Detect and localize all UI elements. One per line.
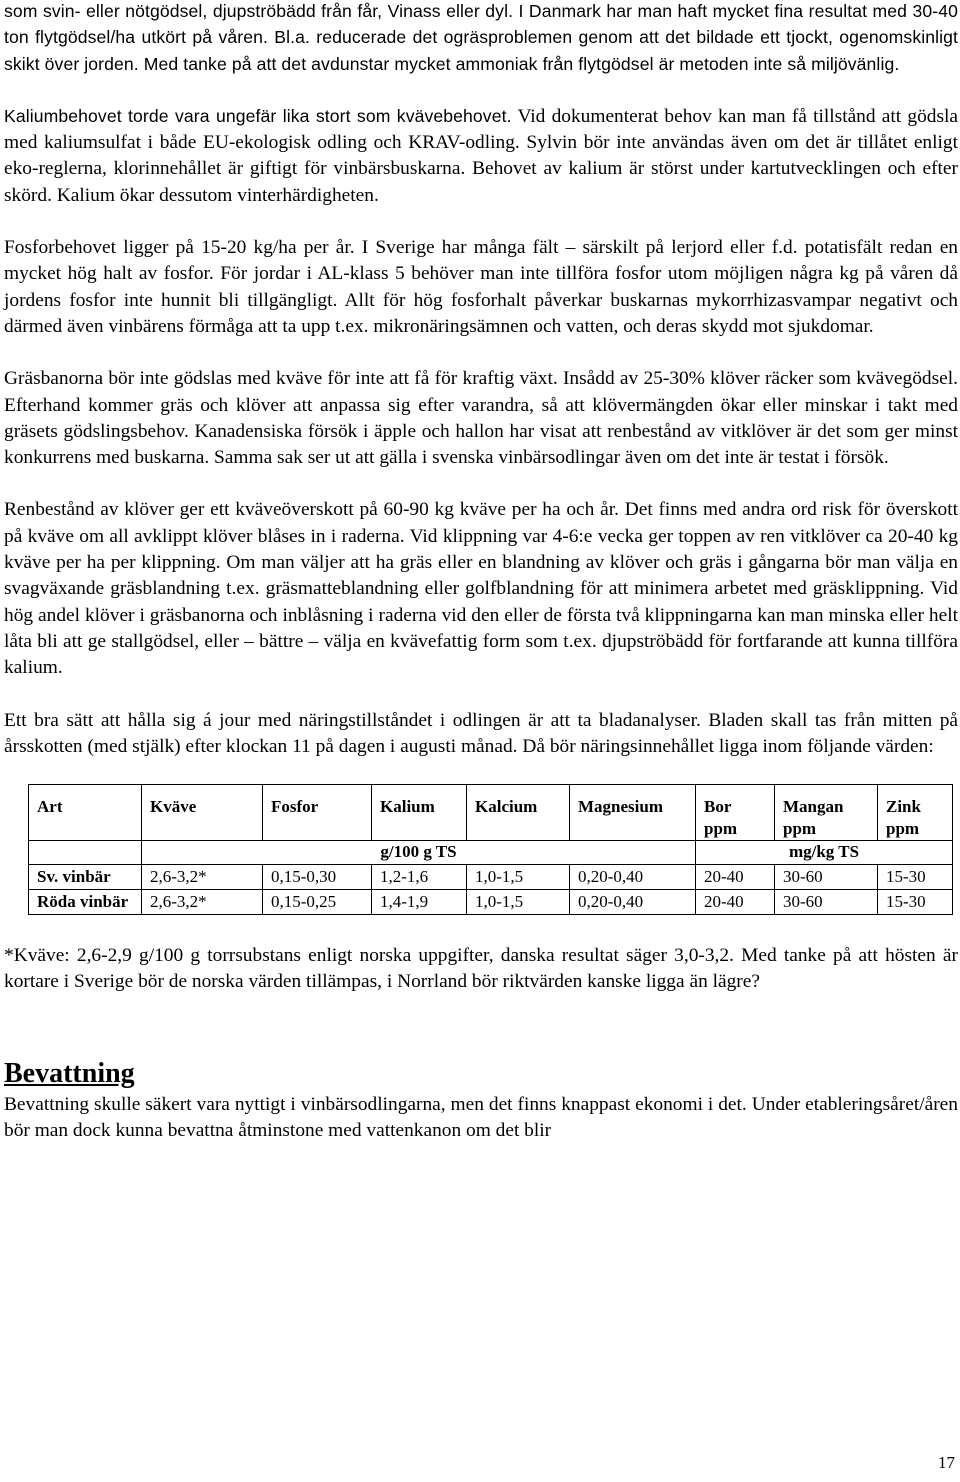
header-zink-label: Zink — [886, 797, 921, 817]
potassium-lead-sentence: Kaliumbehovet torde vara ungefär lika stort som kvävebehovet. — [4, 105, 512, 126]
cell-bor: 20-40 — [696, 865, 775, 890]
header-zink — [878, 785, 953, 841]
paragraph-clover: Renbestånd av klöver ger ett kväveöverskott på 60-90 kg kväve per ha och år. Det finns med andra ord risk för överskott på kväve om all avklippt klöver blåses in i raderna. Vid klippning var 4-6:e vecka ger toppen av ren vitklöver ca 20-40 kg kväve per ha per klippning. Om man väljer att ha gräs eller en blandning av klöver och gräs i gångarna bör man välja en svagväxande gräsblandning t.ex. gräsmatteblandning eller golfblandning för att minimera arbetet med gräsklippning. Vid hög andel klöver i gräsbanorna och inblåsning i raderna vid den eller de första två klippningarna kan man minska eller helt låta bli att ge stallgödsel, eller – bättre – välja en kvävefattig form som t.ex. djupströbädd för fortfarande att kunna tillföra kalium. — [4, 499, 958, 679]
cell-art: Sv. vinbär — [29, 865, 142, 890]
header-bor — [696, 785, 775, 841]
header-mangan-unit: ppm — [783, 819, 817, 839]
header-zink-unit: ppm — [886, 819, 920, 839]
paragraph-phosphorus: Fosforbehovet ligger på 15-20 kg/ha per år. I Sverige har många fält – särskilt på lerjord eller f.d. potatisfält redan en mycket hög halt av fosfor. För jordar i AL-klass 5 behöver man inte tillföra fosfor utom möjligen några kg på våren då jordens fosfor inte hunnit bli tillgängligt. Allt för hög fosforhalt påverkar buskarnas mykorrhizasvampar negativt och därmed även vinbärens förmåga att ta upp t.ex. mikronäringsämnen och vatten, och deras skydd mot sjukdomar. — [4, 237, 958, 337]
header-kvave: Kväve — [142, 785, 263, 841]
cell-kalcium: 1,0-1,5 — [467, 890, 570, 915]
cell-zink: 15-30 — [878, 890, 953, 915]
table-row — [29, 865, 953, 890]
section-heading-irrigation: Bevattning — [4, 1057, 135, 1089]
footnote-nitrogen: *Kväve: 2,6-2,9 g/100 g torrsubstans enligt norska uppgifter, danska resultat säger 3,0-3,2. Med tanke på att hösten är kortare i Sverige bör de norska värden tillämpas, i Norrland bör riktvärden kanske ligga än lägre? — [4, 945, 958, 993]
cell-kalium: 1,4-1,9 — [372, 890, 467, 915]
unit-micronutrients: mg/kg TS — [696, 841, 953, 865]
unit-macronutrients: g/100 g TS — [142, 841, 696, 865]
paragraph-leaf-analysis: Ett bra sätt att hålla sig á jour med näringstillståndet i odlingen är att ta bladanalyser. Bladen skall tas från mitten på årsskotten (med stjälk) efter klockan 11 på dagen i augusti månad. Då bör näringsinnehållet ligga inom följande värden: — [4, 709, 958, 757]
cell-kvave: 2,6-3,2* — [142, 890, 263, 915]
header-magnesium: Magnesium — [570, 785, 696, 841]
cell-art: Röda vinbär — [29, 890, 142, 915]
header-mangan — [775, 785, 878, 841]
paragraph-grass-lanes: Gräsbanorna bör inte gödslas med kväve för inte att få för kraftig växt. Insådd av 25-30% klöver räcker som kvävegödsel. Efterhand kommer gräs och klöver att anpassa sig efter varandra, så att klövermängden ökar eller minskar i takt med gräsets gödslingsbehov. Kanadensiska försök i äpple och hallon har visat att renbestånd av vitklöver är det som ger minst konkurrens med buskarna. Samma sak ser ut att gälla i svenska vinbärsodlingar även om det inte är testat i försök. — [4, 368, 958, 469]
table-row — [29, 890, 953, 915]
cell-magnesium: 0,20-0,40 — [570, 865, 696, 890]
document-page — [4, 0, 958, 1144]
header-art: Art — [29, 785, 142, 841]
potassium-body: Vid dokumenterat behov kan man få tillstånd att gödsla med kaliumsulfat i både EU-ekologisk odling och KRAV-odling. Sylvin bör inte användas även om det är tillåtet enligt eko-reglerna, klorinnehållet är giftigt för vinbärsbuskarna. Behovet av kalium är störst under kartutvecklingen och efter skörd. Kalium ökar dessutom vinterhärdigheten. — [4, 105, 959, 206]
nutrient-table — [28, 784, 953, 915]
table-header-row — [29, 785, 953, 841]
cell-fosfor: 0,15-0,25 — [263, 890, 372, 915]
cell-mangan: 30-60 — [775, 865, 878, 890]
cell-kalium: 1,2-1,6 — [372, 865, 467, 890]
header-kalcium: Kalcium — [467, 785, 570, 841]
header-bor-unit: ppm — [704, 819, 738, 839]
cell-fosfor: 0,15-0,30 — [263, 865, 372, 890]
header-fosfor: Fosfor — [263, 785, 372, 841]
paragraph-manure: som svin- eller nötgödsel, djupströbädd från får, Vinass eller dyl. I Danmark har man haft mycket fina resultat med 30-40 ton flytgödsel/ha utkört på våren. Bl.a. reducerade det ogräsproblemen genom att det bildade ett tjockt, ogenomskinligt skikt över jorden. Med tanke på att det avdunstar mycket ammoniak från flytgödsel är metoden inte så miljövänlig. — [4, 1, 958, 74]
cell-kalcium: 1,0-1,5 — [467, 865, 570, 890]
cell-mangan: 30-60 — [775, 890, 878, 915]
cell-bor: 20-40 — [696, 890, 775, 915]
header-mangan-label: Mangan — [783, 797, 844, 817]
header-kalium: Kalium — [372, 785, 467, 841]
table-unit-row — [29, 841, 953, 865]
cell-zink: 15-30 — [878, 865, 953, 890]
cell-kvave: 2,6-3,2* — [142, 865, 263, 890]
header-bor-label: Bor — [704, 797, 732, 817]
paragraph-potassium — [4, 103, 958, 209]
cell-magnesium: 0,20-0,40 — [570, 890, 696, 915]
paragraph-irrigation: Bevattning skulle säkert vara nyttigt i vinbärsodlingarna, men det finns knappast ekonomi i det. Under etableringsåret/åren bör man dock kunna bevattna åtminstone med vattenkanon om det blir — [4, 1093, 958, 1142]
page-number: 17 — [938, 1453, 955, 1472]
